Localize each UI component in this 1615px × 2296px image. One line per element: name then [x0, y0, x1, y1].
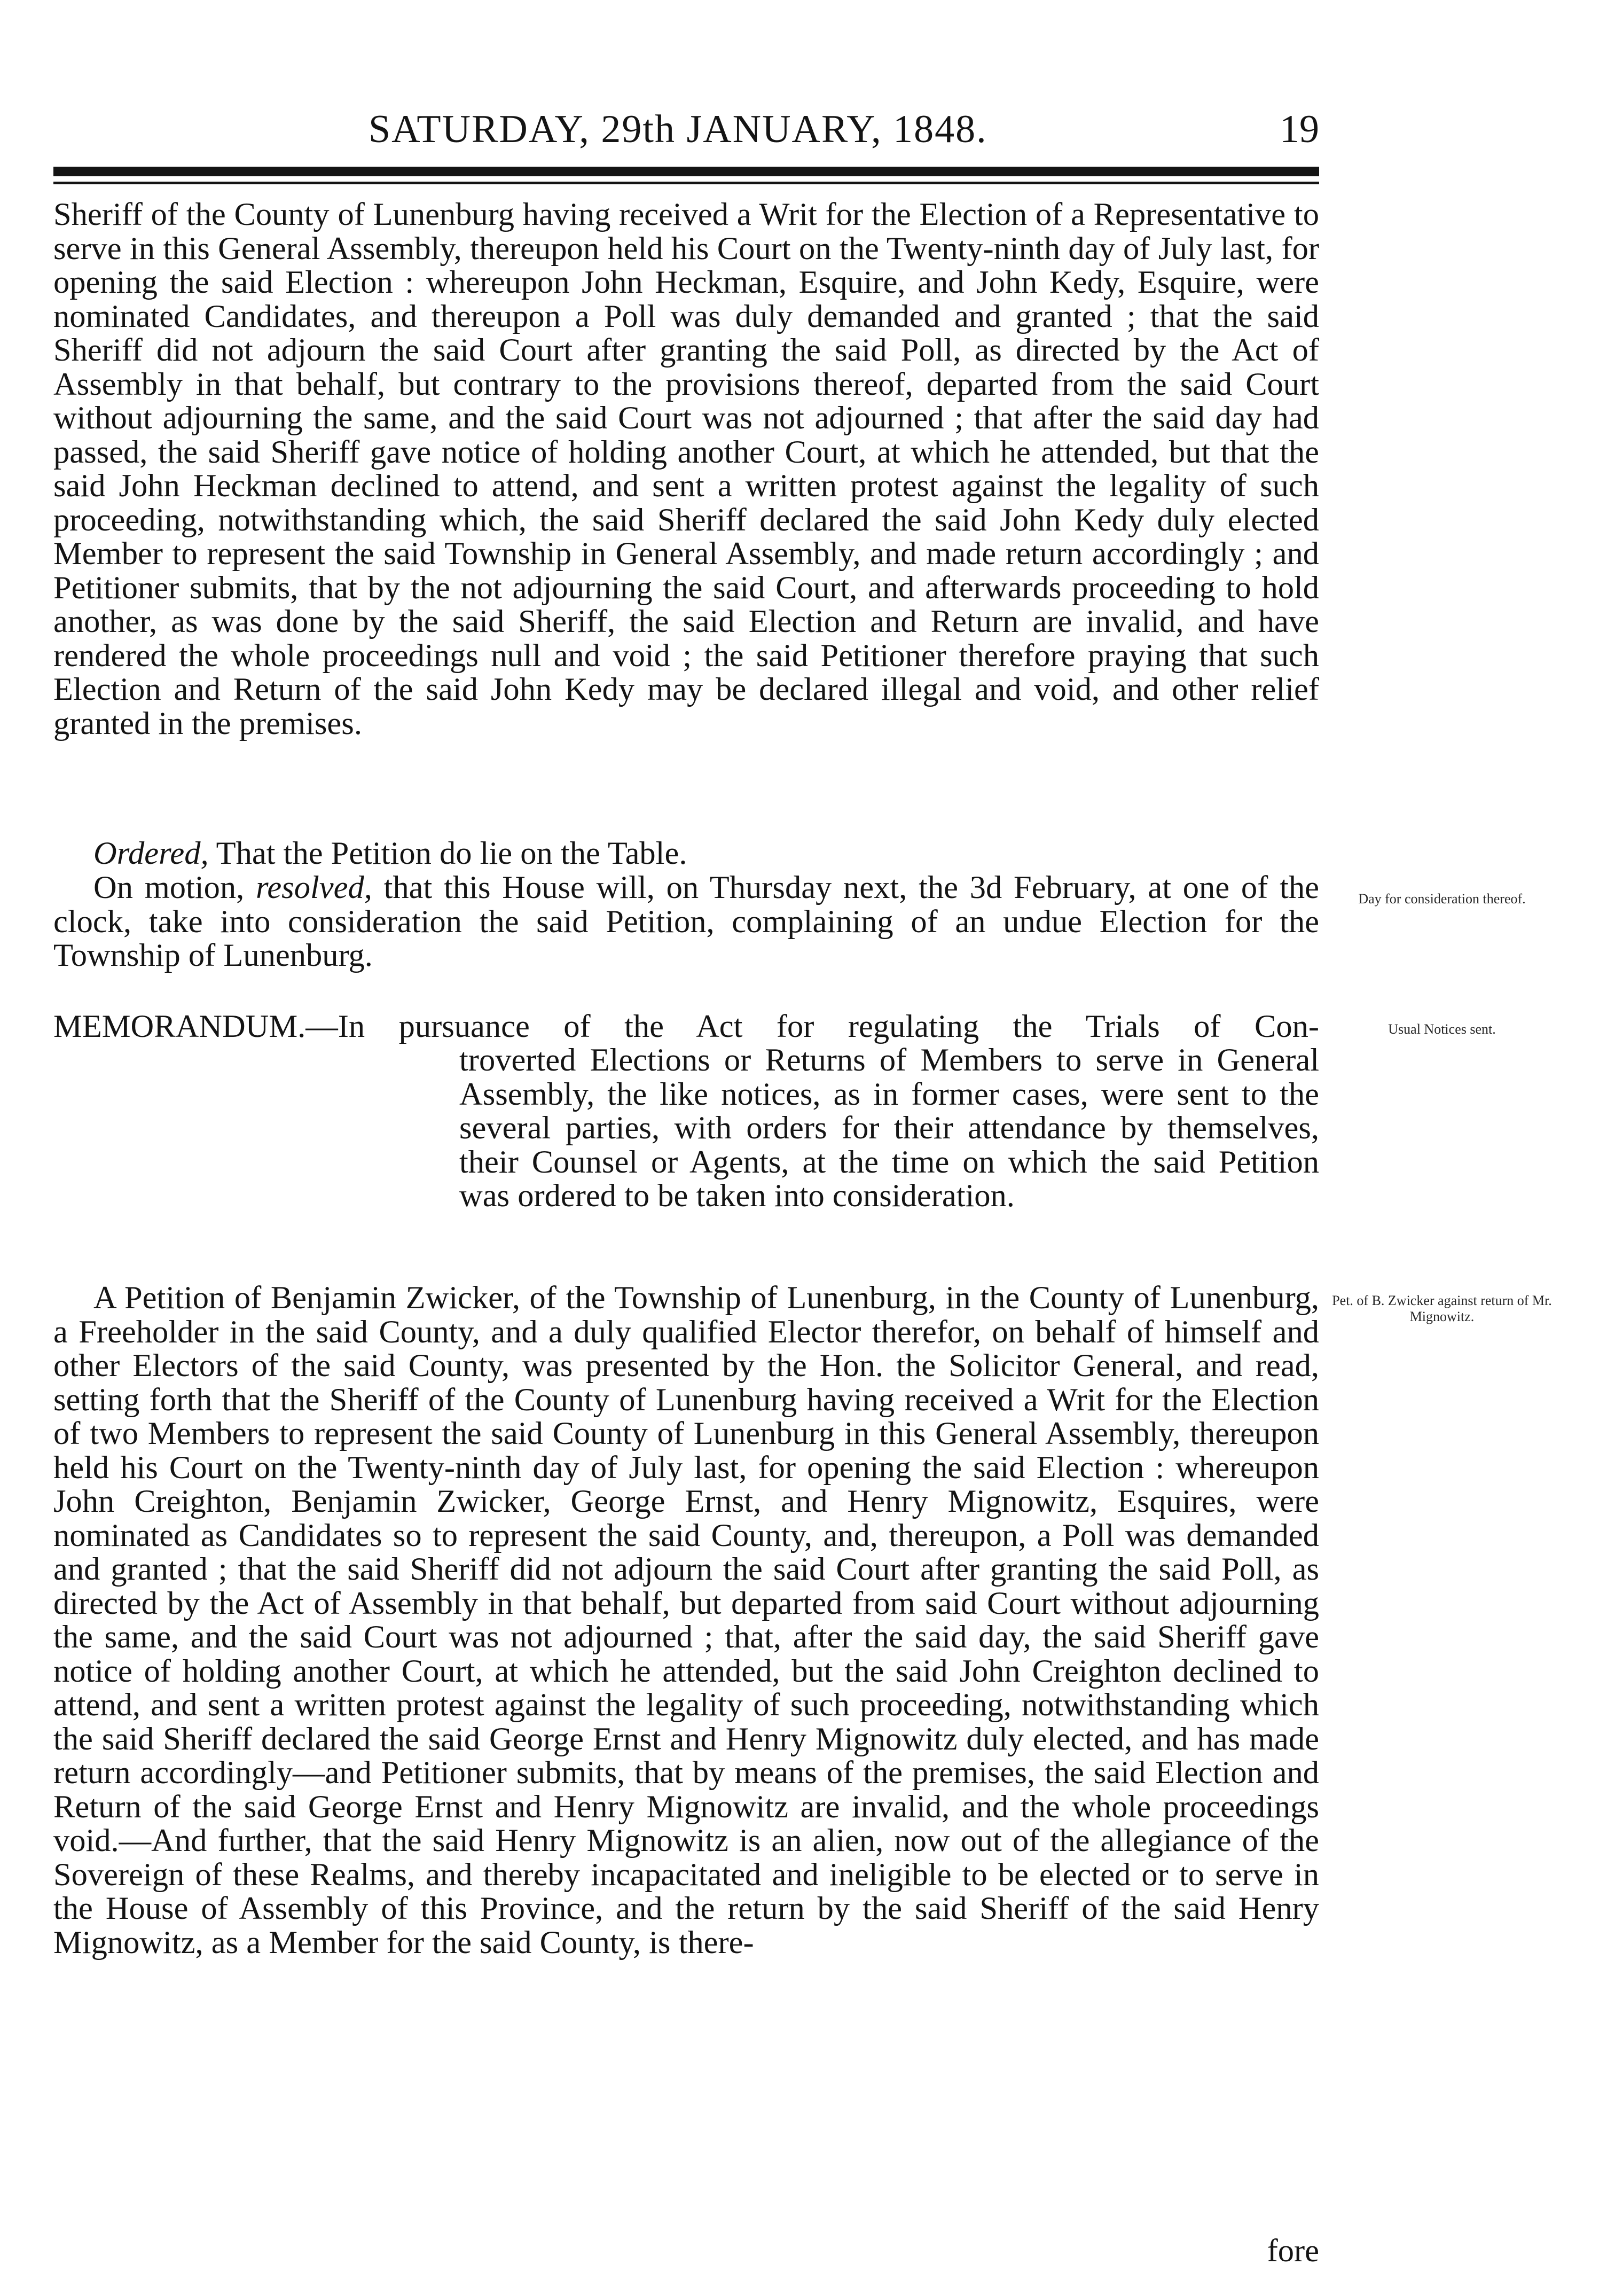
header-rule-thin: [53, 182, 1319, 184]
memorandum-body: troverted Elections or Returns of Members to serve in General Assembly, the like notices, as in former cases, were sent to the several parties, with orders for their attendance by themselves, their Counsel or Agents, at the time on which the said Petition was ordered to be taken into consideration.: [459, 1042, 1319, 1214]
ordered-text: That the Petition do lie on the Table.: [208, 835, 687, 871]
ordered-italic: Ordered,: [93, 835, 209, 871]
paragraph-sheriff-lunenburg: Sheriff of the County of Lunenburg having received a Writ for the Election of a Representative to serve in this General Assembly, thereupon held his Court on the Twenty-ninth day of July last, for opening the said Election : whereupon John Heckman, Esquire, and John Kedy, Esquire, were nominated Candidates, and thereupon a Poll was duly demanded and granted ; that the said Sheriff did not adjourn the said Court after granting the said Poll, as directed by the Act of Assembly in that behalf, but contrary to the provisions thereof, departed from the said Court without adjourning the same, and the said Court was not adjourned ; that after the said day had passed, the said Sheriff gave notice of holding another Court, at which he attended, but that the said John Heckman declined to attend, and sent a written protest against the legality of such proceeding, notwithstanding which, the said Sheriff declared the said John Kedy duly elected Member to represent the said Township in General Assembly, and made return accordingly ; and Petitioner submits, that by the not adjourning the said Court, and afterwards proceeding to hold another, as was done by the said Sheriff, the said Election and Return are invalid, and have rendered the whole proceedings null and void ; the said Petitioner therefore praying that such Election and Return of the said John Kedy may be declared illegal and void, and other relief granted in the premises.: [53, 197, 1319, 741]
paragraph-motion: [53, 871, 1319, 973]
side-note-petition: Pet. of B. Zwicker against return of Mr. Mignowitz.: [1332, 1293, 1552, 1324]
page-number: 19: [1280, 107, 1319, 151]
side-note-notices: Usual Notices sent.: [1388, 1021, 1496, 1037]
catchword: fore: [1267, 2233, 1319, 2269]
header-rule-thick: [53, 167, 1319, 176]
motion-text: that this House will, on Thursday next, the 3d February, at one of the clock, take into consideration the said Petition, complaining of an undue Election for the Township of Lunenburg.: [53, 870, 1319, 973]
memorandum-heading: MEMORANDUM.: [53, 1009, 306, 1044]
page-header: [53, 107, 1319, 160]
running-title: SATURDAY, 29th JANUARY, 1848.: [369, 107, 987, 151]
motion-start: On motion,: [93, 870, 256, 905]
memorandum-first-line: [53, 1010, 1319, 1044]
side-note-consideration: Day for consideration thereof.: [1358, 891, 1526, 907]
motion-italic: resolved,: [256, 870, 372, 905]
paragraph-ordered: [53, 837, 1319, 871]
paragraph-petition-zwicker: A Petition of Benjamin Zwicker, of the Township of Lunenburg, in the County of Lunenburg, a Freeholder in the said County, and a duly qualified Elector therefor, on behalf of himself and other Electors of the said County, was presented by the Hon. the Solicitor General, and read, setting forth that the Sheriff of the County of Lunenburg having received a Writ for the Election of two Members to represent the said County of Lunenburg in this General Assembly, thereupon held his Court on the Twenty-ninth day of July last, for opening the said Election : whereupon John Creighton, Benjamin Zwicker, George Ernst, and Henry Mignowitz, Esquires, were nominated as Candidates so to represent the said County, and, thereupon, a Poll was demanded and granted ; that the said Sheriff did not adjourn the said Court after granting the said Poll, as directed by the Act of Assembly in that behalf, but departed from said Court without adjourning the same, and the said Court was not adjourned ; that, after the said day, the said Sheriff gave notice of holding another Court, at which he attended, but the said John Creighton declined to attend, and sent a written protest against the legality of such proceeding, notwithstanding which the said Sheriff declared the said George Ernst and Henry Mignowitz duly elected, and has made return accordingly—and Petitioner submits, that by means of the premises, the said Election and Return of the said George Ernst and Henry Mignowitz are invalid, and the whole proceedings void.—And further, that the said Henry Mignowitz is an alien, now out of the allegiance of the Sovereign of these Realms, and thereby incapacitated and ineligible to be elected or to serve in the House of Assembly of this Province, and the return by the said Sheriff of the said Henry Mignowitz, as a Member for the said County, is there-: [53, 1280, 1319, 1961]
memorandum-opening: —In pursuance of the Act for regulating the Trials of Con-: [305, 1009, 1319, 1044]
